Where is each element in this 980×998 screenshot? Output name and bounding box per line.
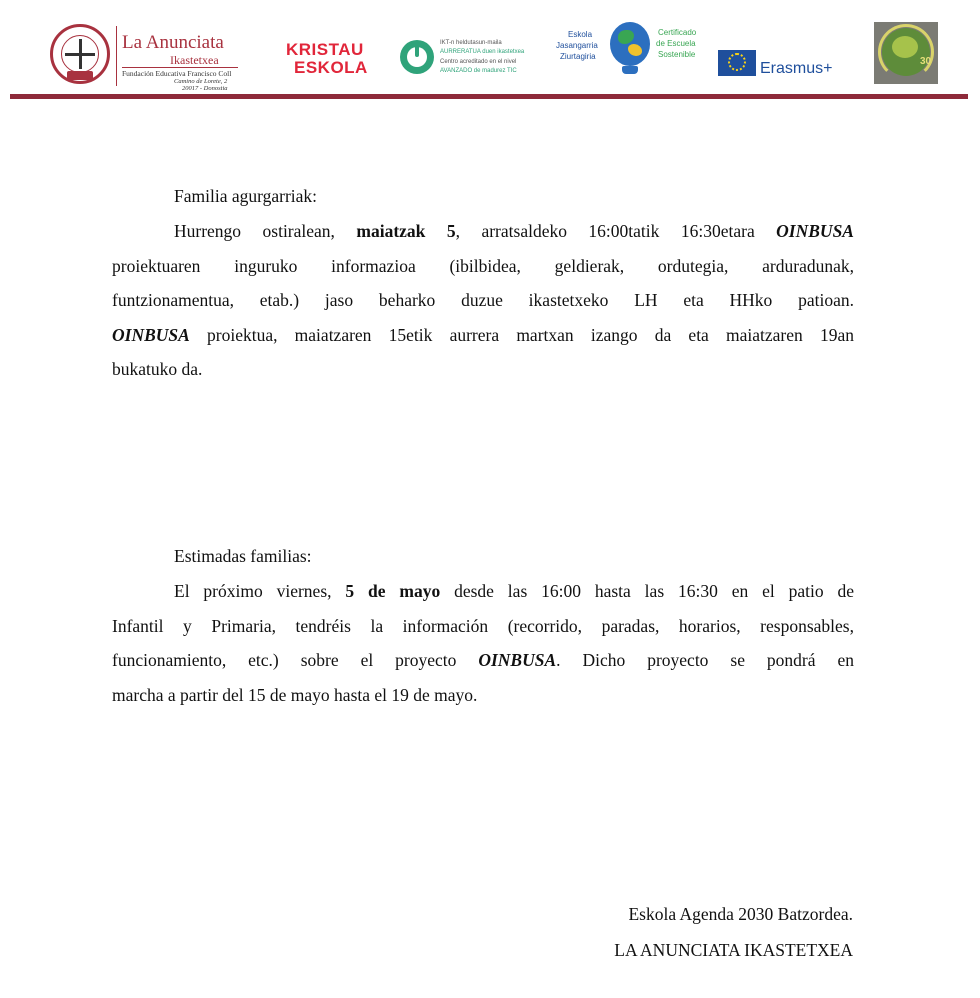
spanish-greeting: Estimadas familias: <box>174 546 312 566</box>
header-divider <box>10 94 968 99</box>
school-name: La Anunciata <box>122 32 224 53</box>
basque-greeting: Familia agurgarriak: <box>174 186 318 206</box>
ikt-text-2: AURRERATUA duen ikastetxea <box>440 49 525 55</box>
school-address-street: Camino de Lorete, 2 <box>174 78 228 85</box>
basque-paragraph <box>112 214 854 387</box>
agenda-number: 30 <box>920 56 932 67</box>
sustainable-eu-line1: Eskola <box>568 30 593 39</box>
spanish-date: 5 de mayo <box>345 581 441 601</box>
sustainable-es-line1: Certificado <box>658 28 697 37</box>
school-subtitle: Ikastetxea <box>170 53 219 67</box>
school-seal-icon <box>50 24 110 84</box>
erasmus-logo <box>718 50 858 80</box>
eu-flag-icon <box>718 50 756 76</box>
signature-committee: Eskola Agenda 2030 Batzordea. <box>628 904 853 924</box>
basque-line-1: Hurrengo ostiralean, maiatzak 5, arratsaldeko 16:00tatik 16:30etara OINBUSA <box>174 221 854 241</box>
globe-stand <box>622 66 638 74</box>
letterhead <box>0 0 980 100</box>
school-address-city: 20017 - Donostia <box>182 85 228 92</box>
basque-date: maiatzak 5 <box>356 221 456 241</box>
power-icon <box>400 40 434 74</box>
signature-school: LA ANUNCIATA IKASTETXEA <box>614 940 853 960</box>
ikt-text-3: Centro acreditado en el nivel <box>440 59 517 65</box>
kristau-eskola-logo <box>284 40 378 80</box>
basque-line-3: funtzionamentua, etab.) jaso beharko duzue ikastetxeko LH eta HHko patioan. <box>112 290 854 310</box>
kristau-eskola-line1: KRISTAU <box>286 40 364 59</box>
sustainable-es-line3: Sostenible <box>658 50 696 59</box>
ikt-text-4: AVANZADO de madurez TIC <box>440 68 517 74</box>
oinbusa-name: OINBUSA <box>776 221 854 241</box>
basque-line-2: proiektuaren inguruko informazioa (ibilbidea, geldierak, ordutegia, arduradunak, <box>112 255 854 276</box>
erasmus-label: Erasmus+ <box>760 60 833 77</box>
basque-line-4: OINBUSA proiektua, maiatzaren 15etik aurrera martxan izango da eta maiatzaren 19an <box>112 324 854 345</box>
spanish-line-4: marcha a partir del 15 de mayo hasta el 19 de mayo. <box>112 684 478 705</box>
spanish-line-2: Infantil y Primaria, tendréis la información (recorrido, paradas, horarios, responsables, <box>112 615 854 636</box>
la-anunciata-logo <box>48 22 248 90</box>
spanish-paragraph <box>112 574 854 712</box>
ikt-accreditation-logo <box>400 38 540 82</box>
spanish-line-3: funcionamiento, etc.) sobre el proyecto OINBUSA. Dicho proyecto se pondrá en <box>112 650 854 670</box>
logo-rule <box>122 67 238 68</box>
sustainable-eu-line3: Ziurtagiria <box>560 52 596 61</box>
agenda-2030-logo <box>874 22 938 84</box>
oinbusa-name: OINBUSA <box>478 650 557 670</box>
sustainable-school-logo <box>552 22 712 82</box>
sustainable-es-line2: de Escuela <box>656 39 696 48</box>
kristau-eskola-line2: ESKOLA <box>294 58 368 77</box>
logo-divider <box>116 26 117 86</box>
globe-icon <box>610 22 650 66</box>
foundation-name: Fundación Educativa Francisco Coll <box>122 69 232 78</box>
basque-line-5: bukatuko da. <box>112 359 203 379</box>
oinbusa-name: OINBUSA <box>112 324 190 345</box>
ikt-text-1: IKT-n heldutasun-maila <box>440 40 502 46</box>
sustainable-eu-line2: Jasangarria <box>556 41 598 50</box>
spanish-line-1: El próximo viernes, 5 de mayo desde las 16:00 hasta las 16:30 en el patio de <box>174 581 855 601</box>
